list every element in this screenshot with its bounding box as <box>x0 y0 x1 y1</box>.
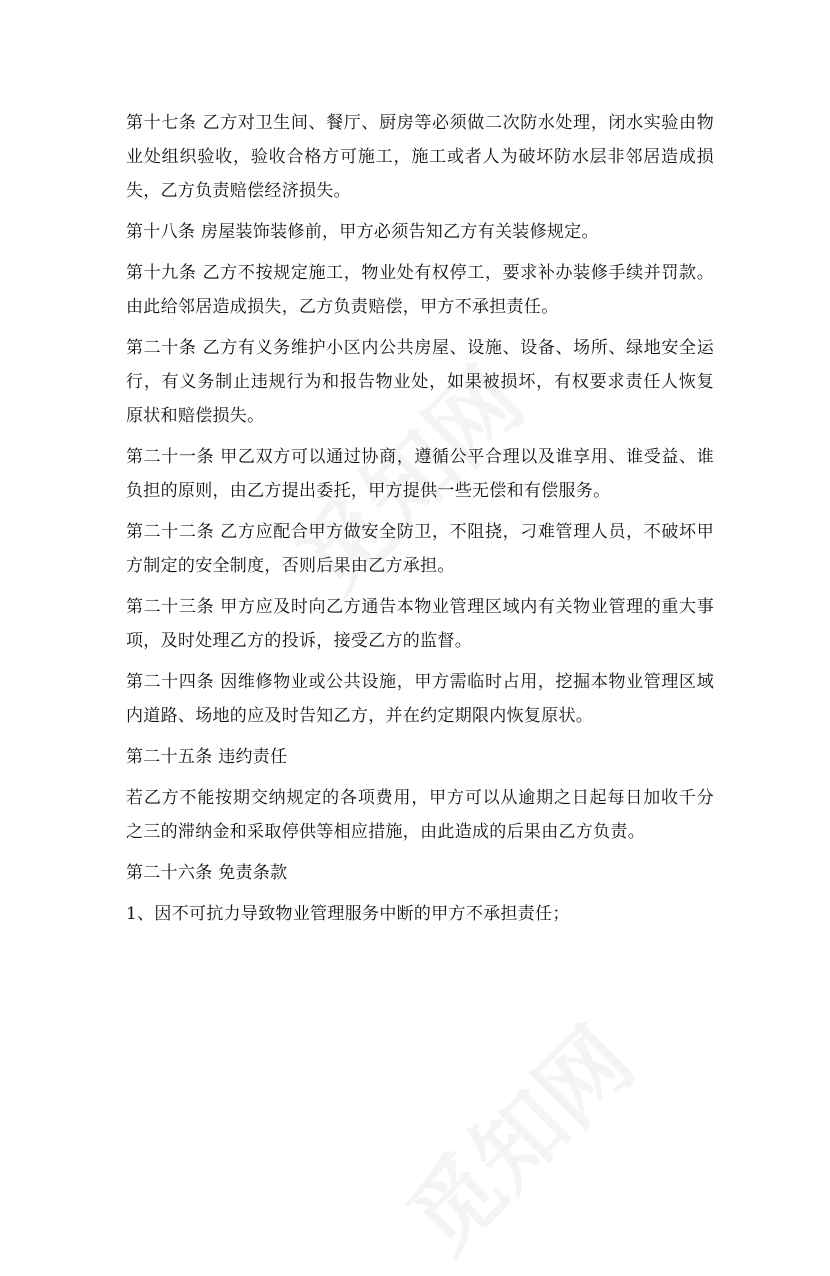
watermark <box>374 994 657 1276</box>
clause-25-body: 若乙方不能按期交纳规定的各项费用，甲方可以从逾期之日起每日加收千分之三的滞纳金和采取停供等相应措施，由此造成的后果由乙方负责。 <box>126 788 714 842</box>
clause-19: 第十九条 乙方不按规定施工，物业处有权停工，要求补办装修手续并罚款。由此给邻居造成损失，乙方负责赔偿，甲方不承担责任。 <box>126 263 714 317</box>
clause-20: 第二十条 乙方有义务维护小区内公共房屋、设施、设备、场所、绿地安全运行，有义务制止违规行为和报告物业处，如果被损坏，有权要求责任人恢复原状和赔偿损失。 <box>126 338 714 426</box>
clause-23: 第二十三条 甲方应及时向乙方通告本物业管理区域内有关物业管理的重大事项，及时处理乙方的投诉，接受乙方的监督。 <box>126 597 714 651</box>
clause-21: 第二十一条 甲乙双方可以通过协商，遵循公平合理以及谁享用、谁受益、谁负担的原则，由乙方提出委托，甲方提供一些无偿和有偿服务。 <box>126 447 714 501</box>
clause-17: 第十七条 乙方对卫生间、餐厅、厨房等必须做二次防水处理，闭水实验由物业处组织验收，验收合格方可施工，施工或者人为破坏防水层非邻居造成损失，乙方负责赔偿经济损失。 <box>126 113 714 201</box>
clause-25-heading: 第二十五条 违约责任 <box>126 747 288 767</box>
clause-22: 第二十二条 乙方应配合甲方做安全防卫，不阻挠，刁难管理人员，不破坏甲方制定的安全制度，否则后果由乙方承担。 <box>126 522 714 576</box>
clause-24: 第二十四条 因维修物业或公共设施，甲方需临时占用，挖掘本物业管理区域内道路、场地的应及时告知乙方，并在约定期限内恢复原状。 <box>126 672 714 726</box>
document-body <box>126 106 714 938</box>
clause-26-heading: 第二十六条 免责条款 <box>126 863 288 883</box>
clause-26-item-1: 1、因不可抗力导致物业管理服务中断的甲方不承担责任； <box>126 904 570 924</box>
clause-18: 第十八条 房屋装饰装修前，甲方必须告知乙方有关装修规定。 <box>126 222 599 242</box>
